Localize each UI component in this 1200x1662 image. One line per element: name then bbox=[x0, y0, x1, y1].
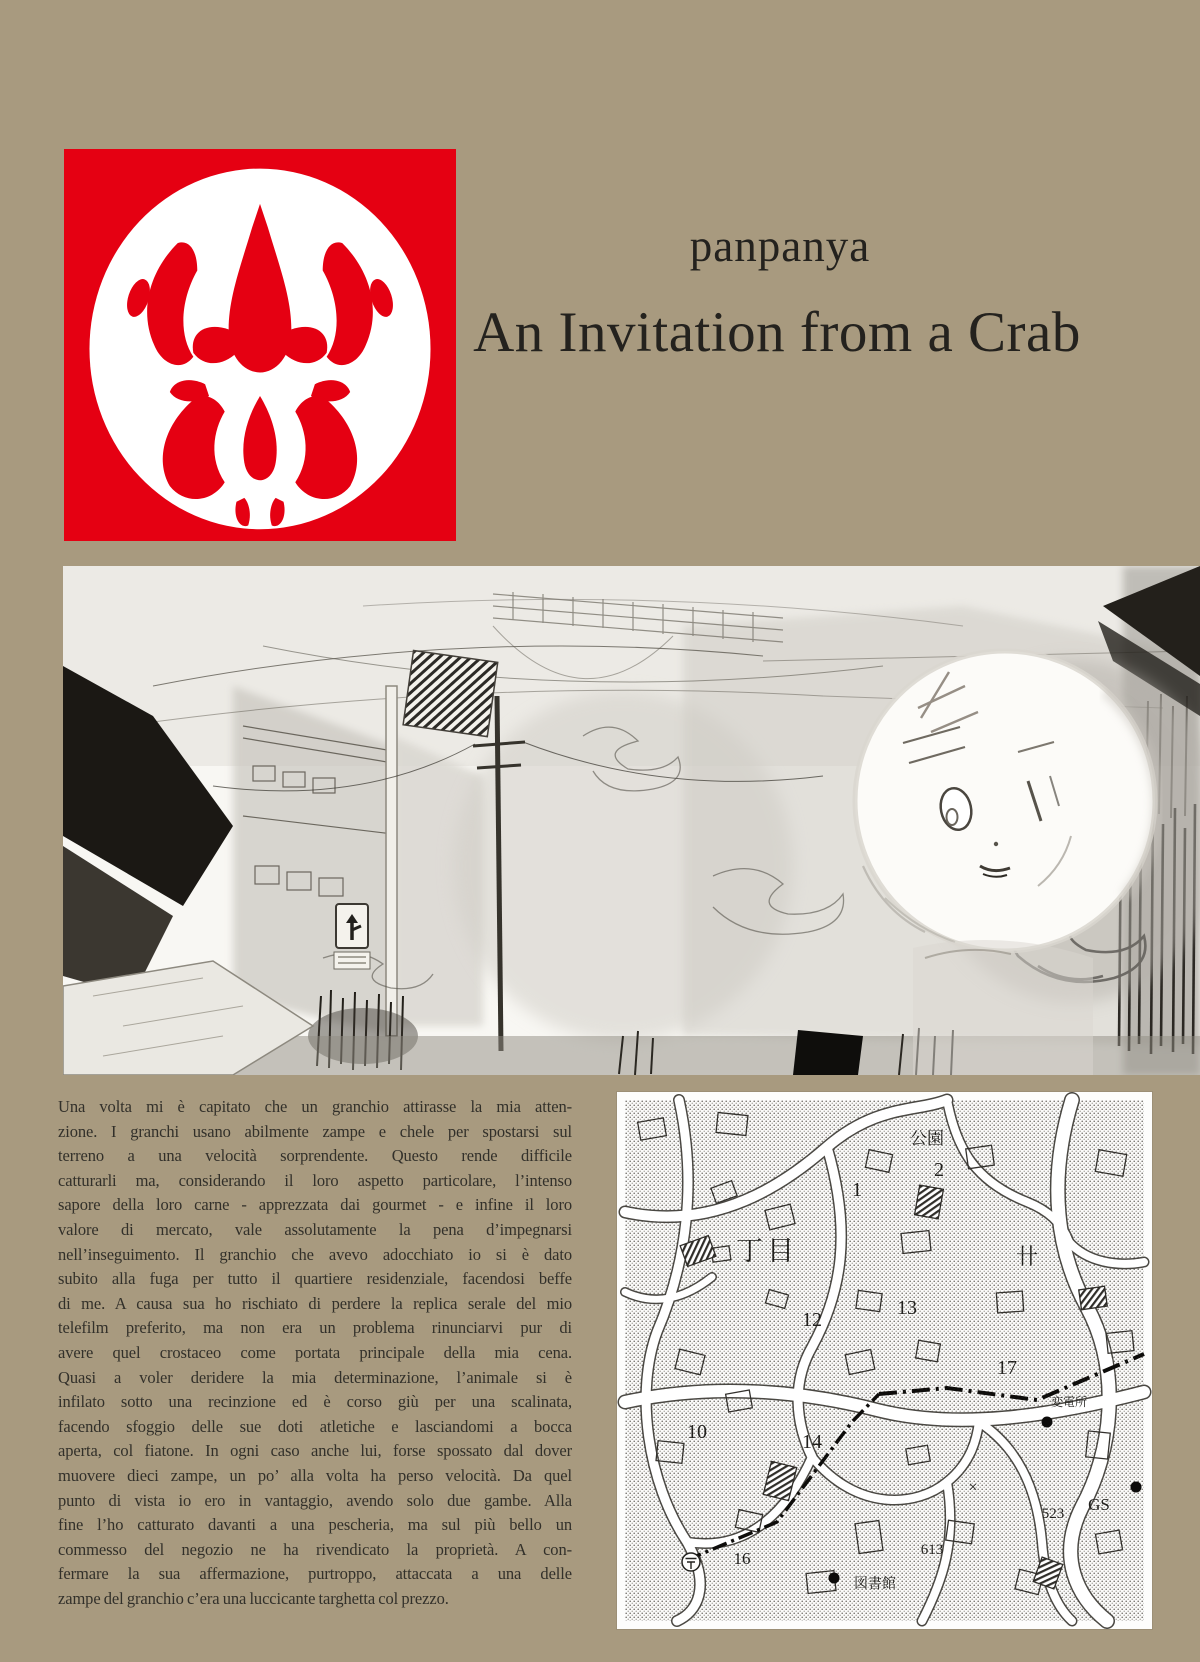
synopsis-line: di me. A causa sua ho rischiato di perdere la replica serale del mio bbox=[58, 1293, 572, 1313]
library-dot bbox=[829, 1573, 840, 1584]
gas-station-dot bbox=[1131, 1482, 1142, 1493]
map-label: 613 bbox=[920, 1542, 944, 1558]
synopsis-line: sapore della loro carne - apprezzata dai gourmet - e infine il loro bbox=[58, 1195, 572, 1215]
book-title: An Invitation from a Crab bbox=[473, 301, 1081, 364]
map-label: 卄 bbox=[1015, 1244, 1039, 1269]
map-label: GS bbox=[1088, 1495, 1110, 1514]
map-label: 12 bbox=[802, 1309, 822, 1331]
map-label: 1 bbox=[852, 1179, 862, 1201]
map-label: 丁目 bbox=[736, 1236, 798, 1266]
map-label: 14 bbox=[802, 1431, 822, 1453]
synopsis-line: zione. I granchi usano abilmente zampe e chele per spostarsi sul bbox=[58, 1121, 572, 1141]
synopsis-line: telefilm preferito, ma non era un problema rinunciarvi pur di bbox=[58, 1318, 572, 1338]
map-label: 2 bbox=[934, 1159, 944, 1181]
map-label: 13 bbox=[897, 1297, 917, 1319]
author-name: panpanya bbox=[689, 221, 871, 271]
substation-dot bbox=[1042, 1417, 1053, 1428]
street-sketch-drawing bbox=[63, 566, 1200, 1075]
post-office-symbol-icon bbox=[682, 1553, 700, 1571]
synopsis-line: catturarli ma, considerando il loro aspetto particolare, l’intenso bbox=[58, 1170, 572, 1190]
map-label: 17 bbox=[997, 1357, 1017, 1379]
neighborhood-map-drawing bbox=[617, 1092, 1152, 1629]
synopsis-line: fine l’ho catturato davanti a una pescheria, ma sul più bello un bbox=[58, 1515, 572, 1535]
synopsis-line: muovere dieci zampe, un po’ alla volta ha perso velocità. Da quel bbox=[58, 1465, 572, 1485]
synopsis-line: facendo sfoggio delle sue doti atletiche e lasciandomi a bocca bbox=[58, 1416, 572, 1436]
synopsis-line: fermare la sua affermazione, purtroppo, attaccata a una delle bbox=[58, 1564, 572, 1584]
synopsis-line: Quasi a voler deridere la mia determinazione, l’animale si è bbox=[58, 1367, 572, 1387]
neighborhood-map bbox=[617, 1092, 1152, 1629]
arrow-sign-icon bbox=[334, 904, 370, 969]
synopsis-line: subito alla fuga per tutto il quartiere residenziale, facendosi beffe bbox=[58, 1269, 572, 1289]
synopsis-line: commesso del negozio ne ha rivendicato la proprietà. A con- bbox=[58, 1539, 572, 1559]
synopsis-line: punto di vista io ero in vantaggio, avendo solo due gambe. Alla bbox=[58, 1490, 572, 1510]
street-sketch-illustration bbox=[63, 566, 1200, 1075]
synopsis-line: zampe del granchio c’era una luccicante targhetta col prezzo. bbox=[58, 1588, 449, 1608]
map-label: 変電所 bbox=[1050, 1395, 1088, 1409]
map-label: 10 bbox=[687, 1421, 707, 1443]
map-label: × bbox=[968, 1479, 978, 1496]
map-label: 523 bbox=[1041, 1506, 1065, 1522]
synopsis-line: terreno a una velocità sorprendente. Questo rende difficile bbox=[58, 1146, 572, 1166]
synopsis-paragraph bbox=[58, 1095, 572, 1611]
synopsis-line: Una volta mi è capitato che un granchio attirasse la mia atten- bbox=[58, 1097, 572, 1116]
synopsis-line: infilato sotto una recinzione ed è corso giù per una scalinata, bbox=[58, 1392, 572, 1412]
synopsis-line: aperta, col fiatone. In ogni caso anche lui, forse spossato dal dover bbox=[58, 1441, 572, 1461]
map-label: 図書館 bbox=[854, 1577, 896, 1592]
map-label: 公園 bbox=[910, 1129, 944, 1148]
synopsis-line: avere quel crostaceo come portata principale della mia cena. bbox=[58, 1342, 572, 1362]
map-label: 16 bbox=[733, 1549, 751, 1568]
synopsis-line: valore di mercato, vale assolutamente la pena d’impegnarsi bbox=[58, 1219, 572, 1239]
synopsis-line: nell’inseguimento. Il granchio che avevo adocchiato io si è dato bbox=[58, 1244, 572, 1264]
